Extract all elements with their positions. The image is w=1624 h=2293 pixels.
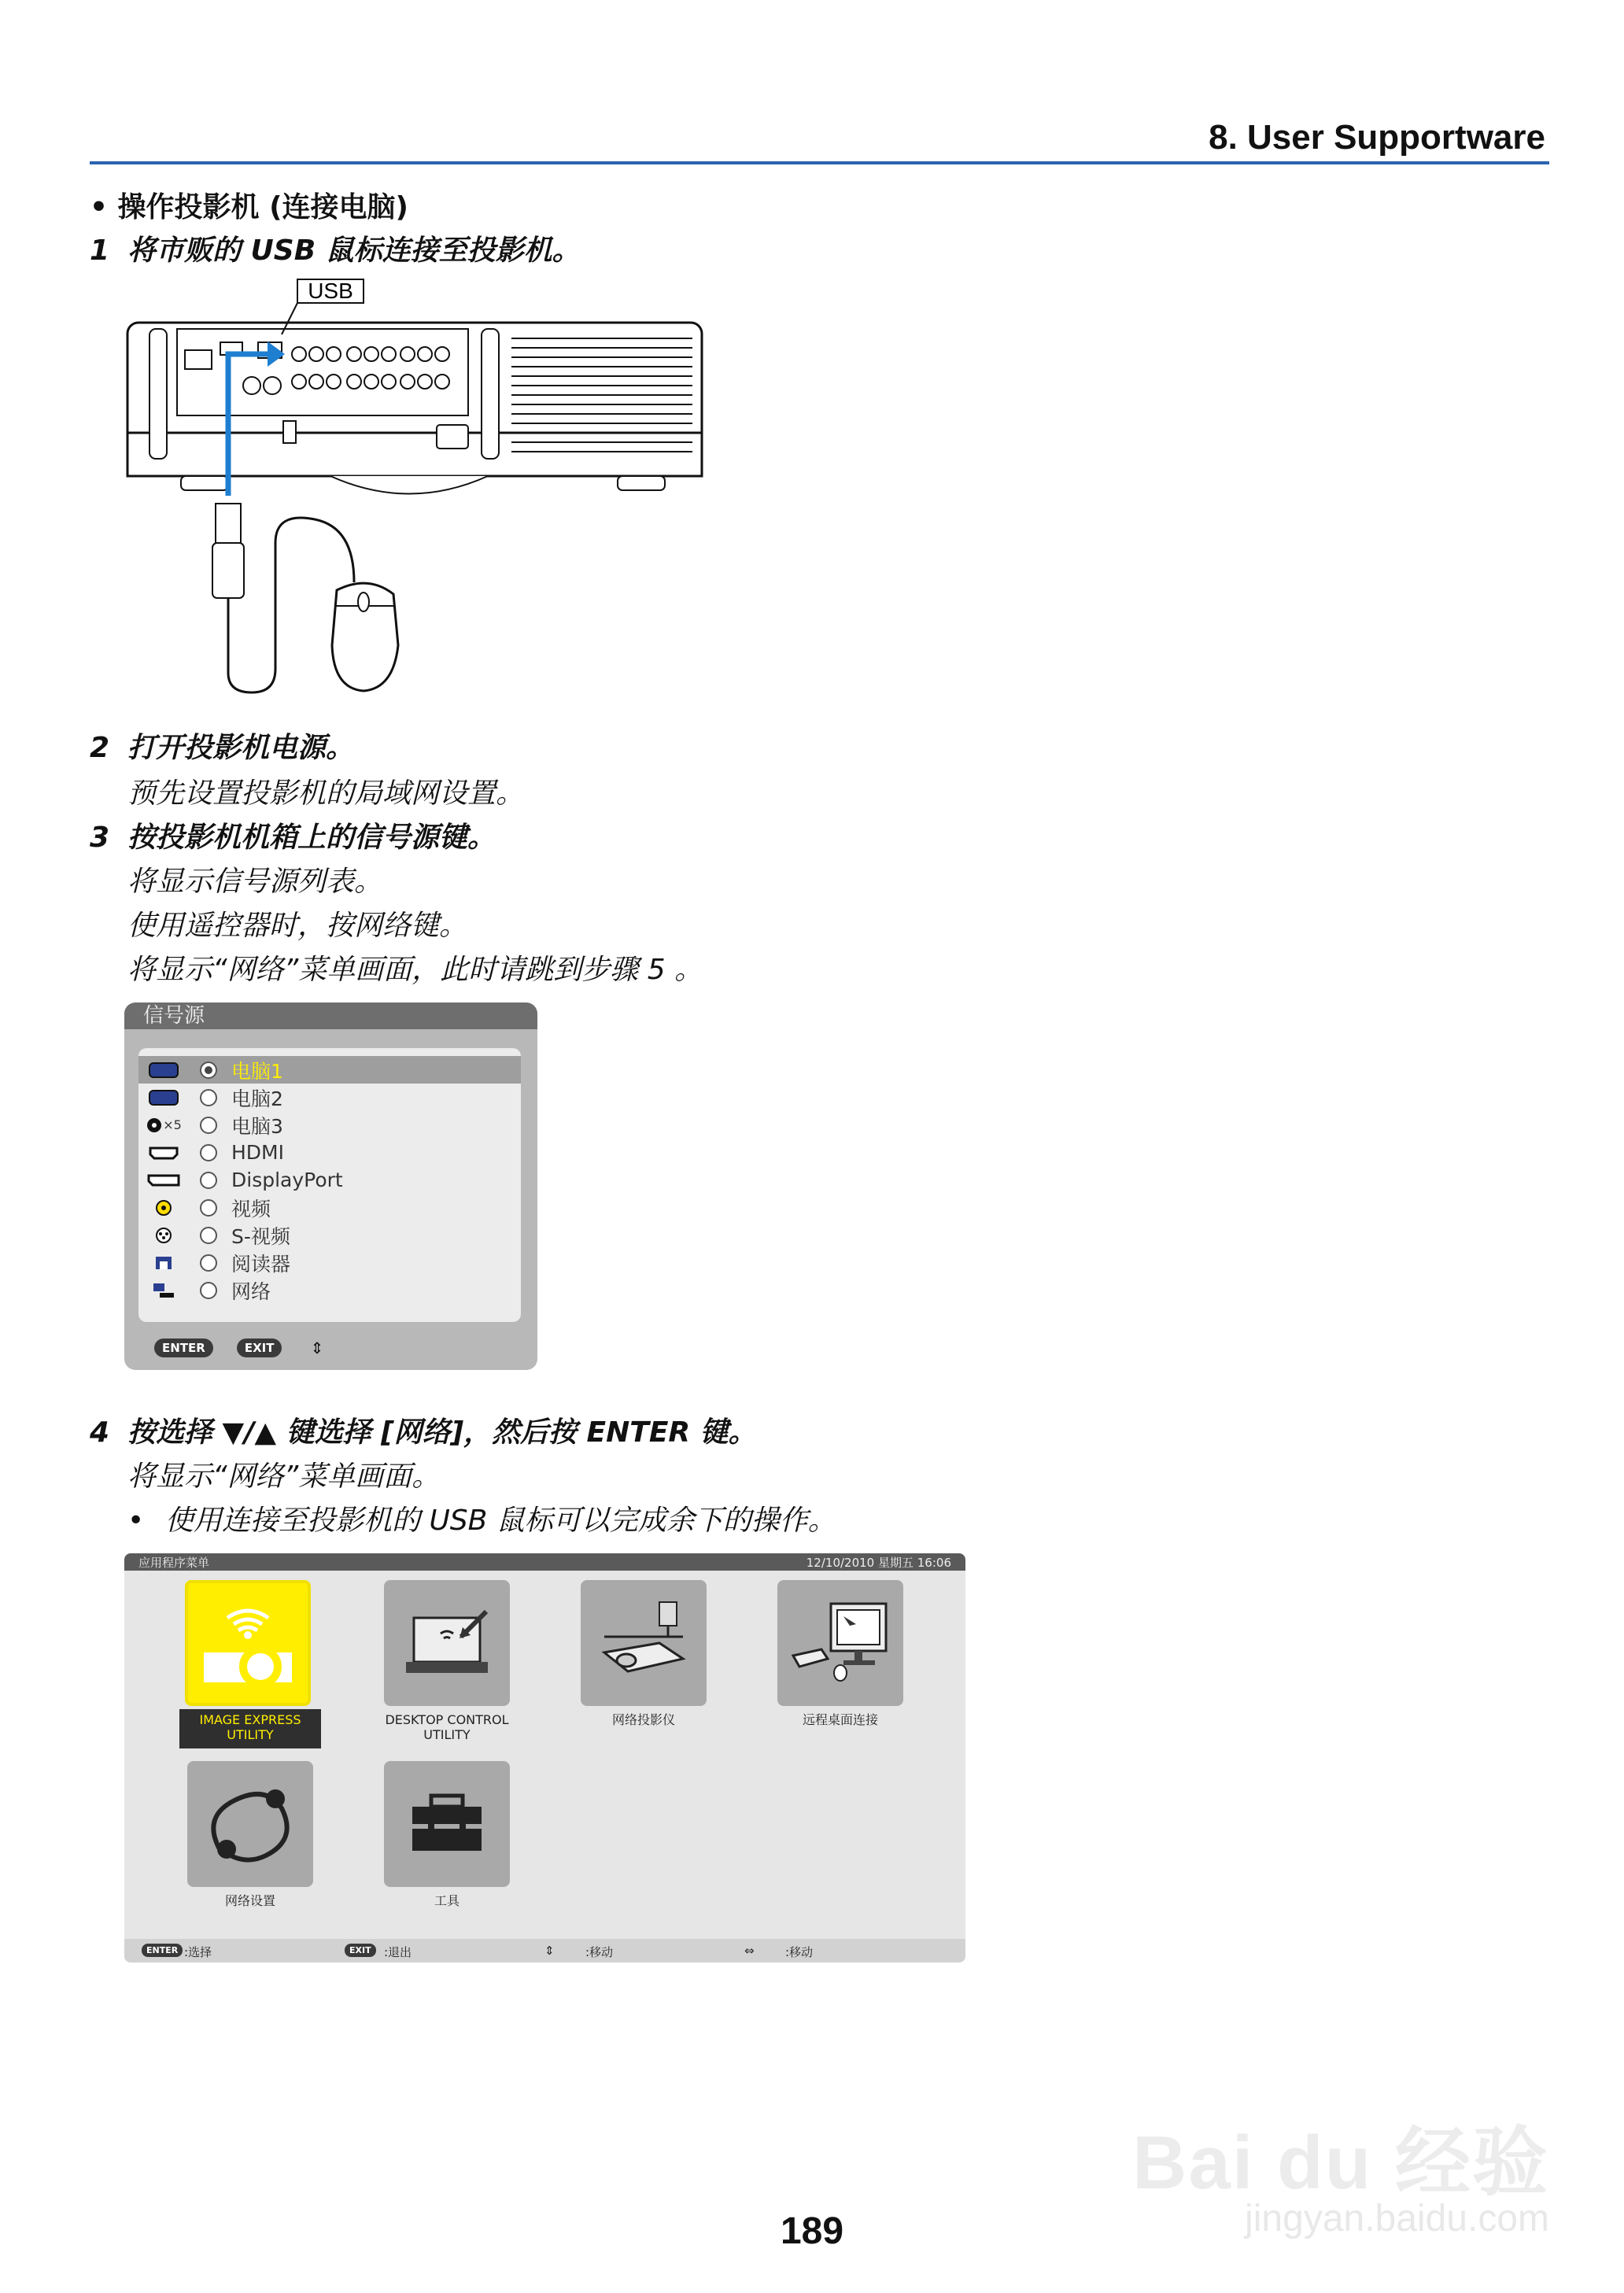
vga-port-icon	[138, 1088, 189, 1107]
rca-video-icon	[138, 1199, 189, 1217]
updown-arrows-icon: ⇕	[310, 1339, 324, 1357]
step-text: 按投影机机箱上的信号源键。	[127, 822, 496, 854]
network-icon	[138, 1282, 189, 1299]
baidu-watermark-logo: Bai du 经验	[1131, 2121, 1549, 2205]
source-item-label: 电脑2	[231, 1087, 283, 1110]
image-express-icon	[188, 1583, 308, 1703]
baidu-watermark-url: jingyan.baidu.com	[1245, 2198, 1549, 2239]
radio-unselected	[200, 1282, 217, 1299]
step-3	[90, 815, 496, 855]
step-2	[90, 726, 354, 766]
radio-selected	[200, 1062, 217, 1079]
leftright-hint-text: :移动	[785, 1945, 814, 1959]
step-4	[90, 1410, 757, 1450]
enter-hint-text: :选择	[184, 1945, 212, 1959]
exit-key-hint: EXIT	[237, 1339, 282, 1357]
source-menu-title: 信号源	[124, 1002, 537, 1029]
radio-unselected	[200, 1144, 217, 1161]
step-number: 1	[90, 234, 110, 267]
toolbox-icon	[384, 1761, 510, 1887]
tile-label-remote-desktop: 远程桌面连接	[802, 1712, 878, 1727]
leftright-arrows-icon: ⇔	[744, 1944, 755, 1958]
tile-tools[interactable]	[384, 1761, 510, 1887]
source-item-label: 电脑3	[231, 1114, 283, 1138]
source-item-label: 阅读器	[231, 1252, 291, 1276]
source-item-computer2[interactable]	[138, 1084, 521, 1111]
tile-remote-desktop[interactable]	[777, 1580, 903, 1706]
exit-hint-text: :退出	[384, 1945, 412, 1959]
tile-label-tools: 工具	[434, 1893, 460, 1908]
source-item-computer1[interactable]	[138, 1056, 521, 1084]
bnc-count-label: ×5	[163, 1117, 182, 1132]
viewer-icon	[138, 1254, 189, 1272]
projector-usb-diagram	[118, 275, 716, 700]
step-text: 按选择 ▼/▲ 键选择 [网络]，然后按 ENTER 键。	[127, 1416, 757, 1449]
tile-label-network-projector: 网络投影仪	[611, 1712, 675, 1727]
step-1	[90, 228, 581, 268]
bullet-dot: •	[127, 1505, 145, 1537]
step-3-sub-3: 将显示“网络”菜单画面，此时请跳到步骤 5 。	[127, 954, 703, 986]
source-item-hdmi[interactable]	[138, 1139, 521, 1166]
app-menu-header	[124, 1553, 965, 1571]
radio-unselected	[200, 1254, 217, 1272]
desktop-control-icon	[384, 1580, 510, 1706]
exit-key-hint: EXIT	[345, 1944, 376, 1957]
source-item-label: S-视频	[231, 1224, 290, 1248]
network-settings-icon	[187, 1761, 313, 1887]
radio-unselected	[200, 1172, 217, 1189]
app-menu-datetime: 12/10/2010 星期五 16:06	[806, 1555, 951, 1570]
step-number: 3	[90, 822, 110, 854]
source-item-label: 网络	[231, 1279, 271, 1303]
step-2-sub-1: 预先设置投影机的局域网设置。	[127, 777, 525, 810]
app-menu-footer	[124, 1939, 965, 1963]
step-text: 打开投影机电源。	[127, 732, 355, 764]
source-item-network[interactable]	[138, 1276, 521, 1304]
source-item-s-video[interactable]	[138, 1221, 521, 1249]
tile-desktop-control-utility[interactable]	[384, 1580, 510, 1706]
source-item-computer3[interactable]	[138, 1111, 521, 1139]
step-number: 2	[90, 732, 110, 764]
tile-image-express-utility[interactable]	[185, 1580, 311, 1706]
bnc-connector-icon	[138, 1117, 189, 1134]
source-item-video[interactable]	[138, 1194, 521, 1221]
source-item-viewer[interactable]	[138, 1249, 521, 1276]
updown-arrows-icon: ⇕	[544, 1944, 555, 1958]
enter-key-hint: ENTER	[142, 1944, 183, 1957]
step-4-bullet	[127, 1498, 836, 1538]
header-rule	[90, 161, 1549, 164]
updown-hint-text: :移动	[585, 1945, 614, 1959]
tile-label-network-settings: 网络设置	[224, 1893, 275, 1908]
source-menu-footer	[124, 1326, 537, 1370]
step-3-sub-1: 将显示信号源列表。	[127, 866, 383, 898]
source-item-label: DisplayPort	[231, 1169, 343, 1191]
step-text: 将市贩的 USB 鼠标连接至投影机。	[127, 234, 581, 267]
hdmi-port-icon	[138, 1145, 189, 1161]
usb-callout-label: USB	[308, 279, 353, 303]
radio-unselected	[200, 1227, 217, 1244]
page-header-title: 8. User Supportware	[1209, 118, 1545, 157]
radio-unselected	[200, 1117, 217, 1134]
enter-key-hint: ENTER	[154, 1339, 213, 1357]
source-item-label: 电脑1	[231, 1059, 283, 1083]
displayport-icon	[138, 1172, 189, 1188]
application-menu	[124, 1553, 965, 1963]
tile-network-settings[interactable]	[187, 1761, 313, 1887]
step-number: 4	[90, 1416, 110, 1449]
radio-unselected	[200, 1199, 217, 1217]
vga-port-icon	[138, 1061, 189, 1080]
bullet-text: 使用连接至投影机的 USB 鼠标可以完成余下的操作。	[165, 1505, 836, 1537]
source-menu	[124, 1002, 537, 1370]
source-item-label: 视频	[231, 1197, 271, 1220]
step-4-sub-1: 将显示“网络”菜单画面。	[127, 1460, 441, 1493]
tile-label-desktop-control: DESKTOP CONTROL UTILITY	[385, 1712, 509, 1742]
s-video-icon	[138, 1227, 189, 1244]
network-projector-icon	[581, 1580, 707, 1706]
tile-network-projector[interactable]	[581, 1580, 707, 1706]
app-menu-title: 应用程序菜单	[138, 1555, 210, 1570]
source-list	[138, 1048, 521, 1322]
section-title: • 操作投影机 (连接电脑)	[90, 191, 408, 223]
step-3-sub-2: 使用遥控器时，按网络键。	[127, 910, 468, 942]
radio-unselected	[200, 1089, 217, 1106]
remote-desktop-icon	[777, 1580, 903, 1706]
source-item-displayport[interactable]	[138, 1166, 521, 1194]
tile-label-image-express: IMAGE EXPRESS UTILITY	[179, 1709, 321, 1748]
page-number: 189	[780, 2210, 844, 2252]
source-item-label: HDMI	[231, 1141, 284, 1164]
